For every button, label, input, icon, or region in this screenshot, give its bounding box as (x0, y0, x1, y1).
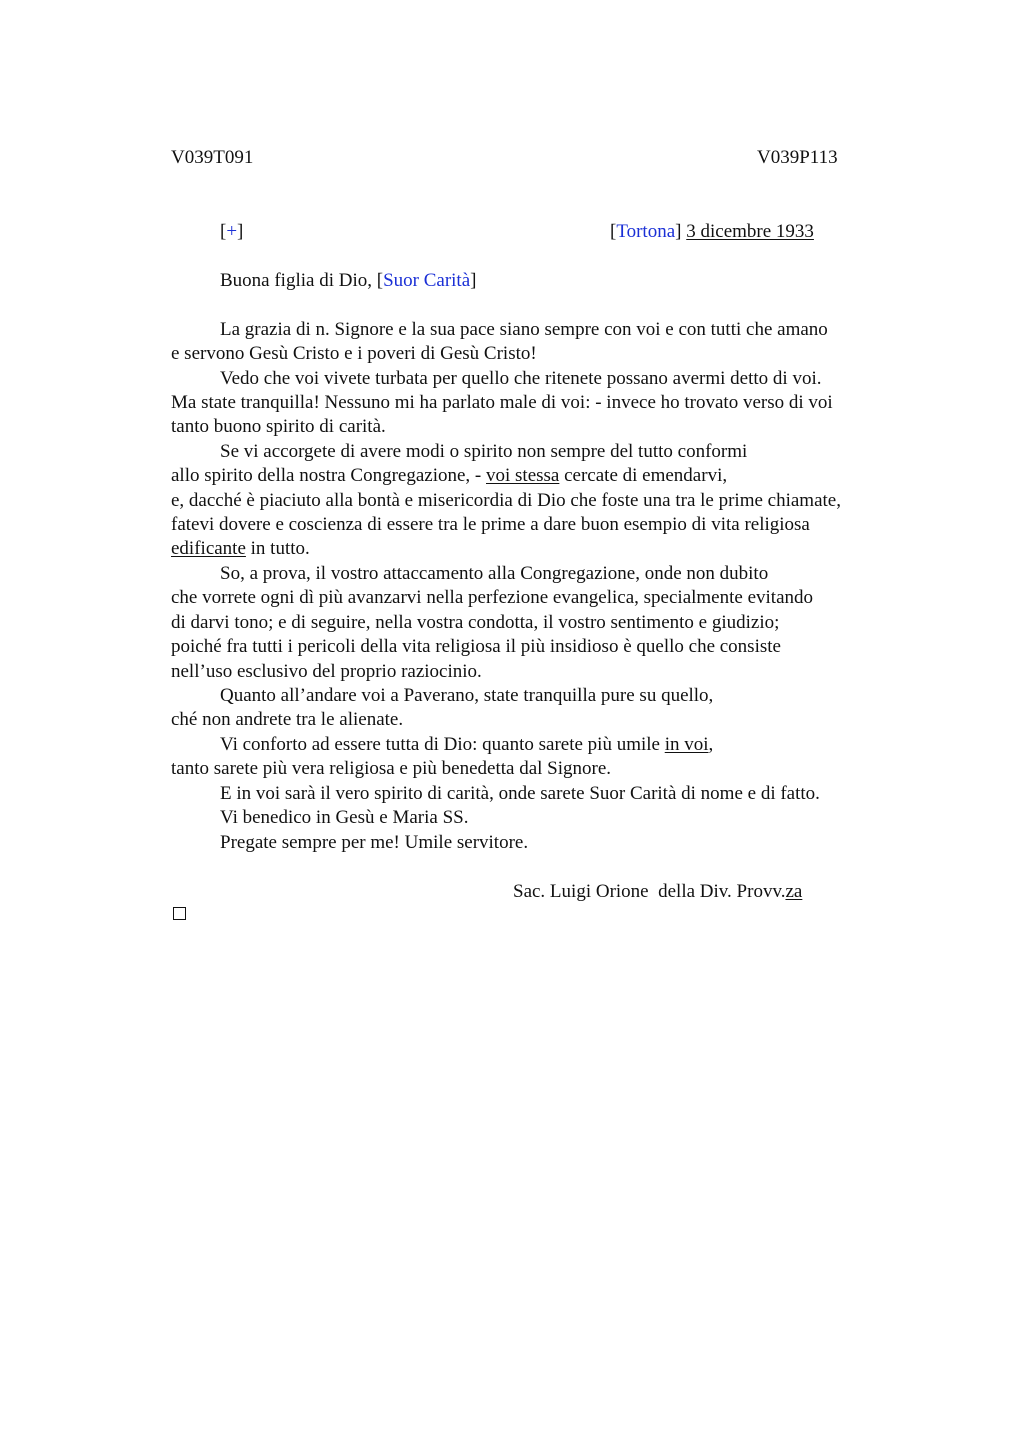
end-square-icon (173, 907, 186, 920)
underlined-text: in voi (664, 734, 709, 755)
bracket: [ (220, 221, 227, 242)
signature (513, 880, 802, 904)
text-span: allo spirito della nostra Congregazione, - (171, 465, 486, 486)
underlined-text: voi stessa (486, 465, 560, 486)
bracket: ] (237, 221, 244, 242)
text-span: cercate di emendarvi, (559, 465, 728, 486)
body-line: Pregate sempre per me! Umile servitore. (220, 832, 529, 853)
document-code-left: V039T091 (171, 147, 254, 168)
signature-text: Sac. Luigi Orione della Div. Provv. (513, 881, 786, 902)
body-line: di darvi tono; e di seguire, nella vostra condotta, il vostro sentimento e giudizio; (171, 612, 780, 633)
salutation (220, 270, 476, 292)
body-line: e servono Gesù Cristo e i poveri di Gesù Cristo! (171, 343, 537, 364)
body-line: ché non andrete tra le alienate. (171, 709, 404, 730)
letter-date: 3 dicembre 1933 (686, 221, 814, 242)
place-date (610, 221, 814, 243)
signature-suffix: za (785, 881, 803, 902)
cross-mark (220, 221, 243, 243)
recipient-link[interactable]: Suor Carità (383, 270, 471, 291)
document-code-right: V039P113 (757, 147, 838, 168)
body-line (171, 464, 727, 488)
bracket: [ (376, 270, 384, 291)
body-line: che vorrete ogni dì più avanzarvi nella perfezione evangelica, specialmente evitando (171, 587, 814, 608)
body-line: Vi benedico in Gesù e Maria SS. (220, 807, 469, 828)
body-line (171, 537, 310, 561)
body-line: So, a prova, il vostro attaccamento alla Congregazione, onde non dubito (220, 563, 769, 584)
body-line: poiché fra tutti i pericoli della vita religiosa il più insidioso è quello che consiste (171, 636, 781, 657)
body-line: tanto sarete più vera religiosa e più benedetta dal Signore. (171, 758, 612, 779)
body-line: Quanto all’andare voi a Paverano, state tranquilla pure su quello, (220, 685, 714, 706)
body-line (220, 733, 713, 757)
body-line: La grazia di n. Signore e la sua pace siano sempre con voi e con tutti che amano (220, 319, 828, 340)
underlined-text: edificante (171, 538, 246, 559)
place-link[interactable]: Tortona (616, 221, 676, 242)
text-span: in tutto. (245, 538, 310, 559)
body-line: E in voi sarà il vero spirito di carità, onde sarete Suor Carità di nome e di fatto. (220, 783, 820, 804)
body-line: Se vi accorgete di avere modi o spirito non sempre del tutto conformi (220, 441, 748, 462)
body-line: nell’uso esclusivo del proprio raziocinio. (171, 661, 482, 682)
body-line: Ma state tranquilla! Nessuno mi ha parlato male di voi: - invece ho trovato verso di voi (171, 392, 833, 413)
text-span: Vi conforto ad essere tutta di Dio: quanto sarete più umile (220, 734, 665, 755)
body-line: e, dacché è piaciuto alla bontà e misericordia di Dio che foste una tra le prime chiamate, (171, 490, 841, 511)
body-line: fatevi dovere e coscienza di essere tra le prime a dare buon esempio di vita religiosa (171, 514, 810, 535)
bracket: [ (610, 221, 617, 242)
bracket: ] (675, 221, 682, 242)
bracket: ] (470, 270, 477, 291)
cross-link[interactable]: + (226, 221, 238, 242)
text-span: , (708, 734, 714, 755)
body-line: Vedo che voi vivete turbata per quello che ritenete possano avermi detto di voi. (220, 368, 822, 389)
body-line: tanto buono spirito di carità. (171, 416, 386, 437)
salutation-text: Buona figlia di Dio, (220, 270, 377, 291)
